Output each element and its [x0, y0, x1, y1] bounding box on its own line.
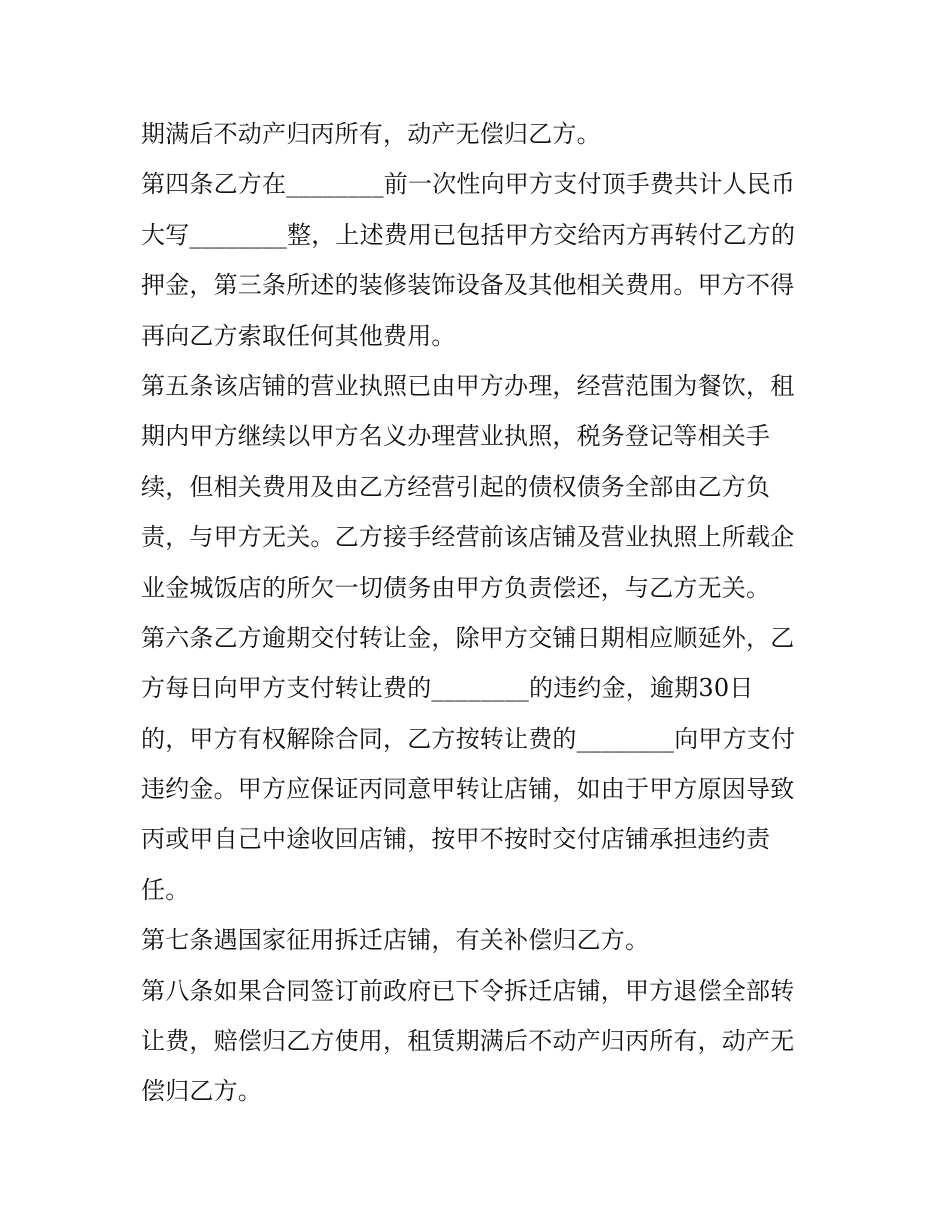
text-line: 业金城饭店的所欠一切债务由甲方负责偿还，与乙方无关。 [141, 573, 771, 602]
document-body [141, 109, 831, 1117]
text-line: 方每日向甲方支付转让费的________的违约金，逾期30日 [141, 674, 754, 703]
text-line: 第六条乙方逾期交付转让金，除甲方交铺日期相应顺延外，乙 [141, 623, 795, 652]
text-line: 续，但相关费用及由乙方经营引起的债权债务全部由乙方负 [141, 472, 771, 501]
text-line: 期内甲方继续以甲方名义办理营业执照，税务登记等相关手 [141, 422, 771, 451]
text-line: 第五条该店铺的营业执照已由甲方办理，经营范围为餐饮，租 [141, 371, 795, 400]
text-line: 第八条如果合同签订前政府已下令拆迁店铺，甲方退偿全部转 [141, 976, 795, 1005]
text-line: 违约金。甲方应保证丙同意甲转让店铺，如由于甲方原因导致 [141, 775, 795, 804]
text-line: 丙或甲自己中途收回店铺，按甲不按时交付店铺承担违约责 [141, 825, 771, 854]
text-line: 的，甲方有权解除合同，乙方按转让费的________向甲方支付 [141, 724, 796, 753]
text-line: 期满后不动产归丙所有，动产无偿归乙方。 [141, 120, 601, 148]
text-line: 大写________整，上述费用已包括甲方交给丙方再转付乙方的 [141, 220, 796, 249]
text-line: 第四条乙方在________前一次性向甲方支付顶手费共计人民币 [141, 170, 796, 199]
text-line: 责，与甲方无关。乙方接手经营前该店铺及营业执照上所载企 [141, 523, 795, 552]
text-line: 第七条遇国家征用拆迁店铺，有关补偿归乙方。 [141, 926, 650, 955]
text-line: 再向乙方索取任何其他费用。 [141, 321, 456, 350]
text-line: 偿归乙方。 [141, 1077, 262, 1106]
text-line: 押金，第三条所述的装修装饰设备及其他相关费用。甲方不得 [141, 271, 795, 300]
text-line: 任。 [141, 875, 190, 904]
text-line: 让费，赔偿归乙方使用，租赁期满后不动产归丙所有，动产无 [141, 1027, 795, 1056]
